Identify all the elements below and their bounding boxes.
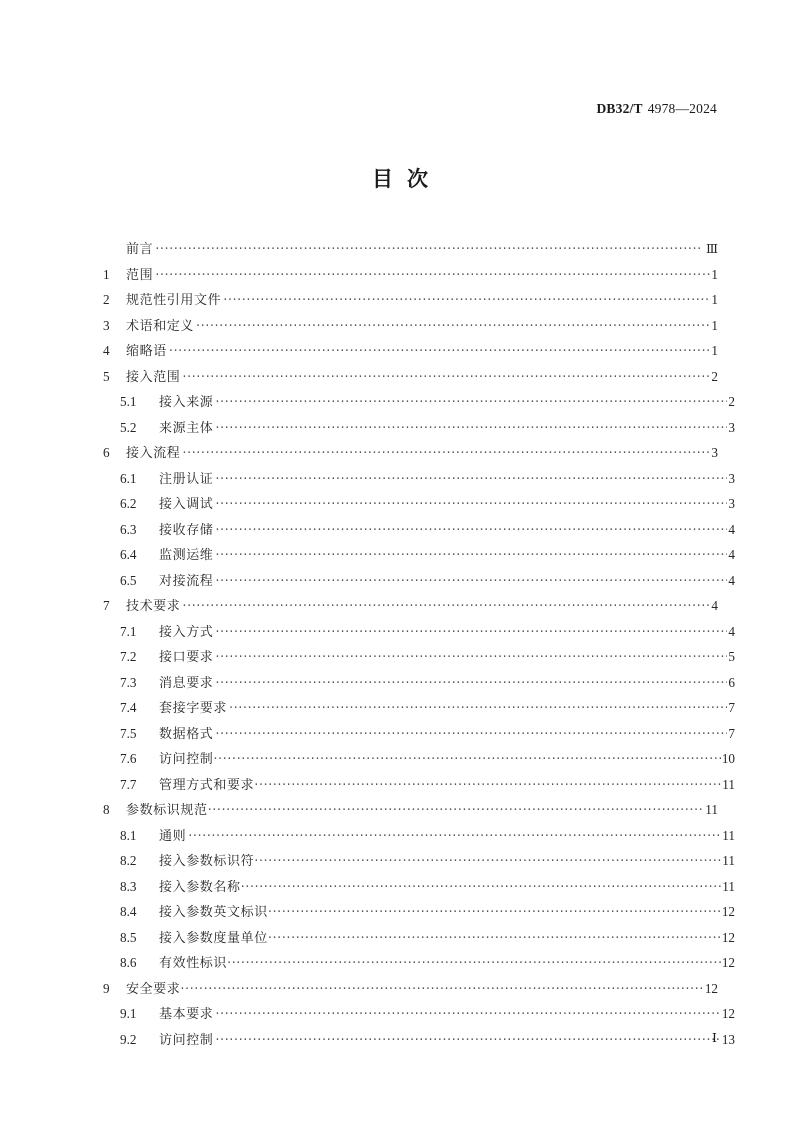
toc-entry-number: 7.1: [120, 623, 137, 639]
toc-dot-leader: [182, 447, 710, 460]
toc-dot-leader: [215, 575, 727, 588]
toc-dot-leader: [182, 600, 710, 613]
toc-entry[interactable]: [103, 901, 735, 927]
toc-entry-label: 来源主体: [159, 420, 214, 436]
toc-dot-leader: [215, 1008, 720, 1021]
toc-entry-number: 7.2: [120, 649, 137, 664]
toc-entry[interactable]: [103, 570, 735, 596]
toc-entry[interactable]: [103, 1003, 735, 1029]
toc-entry[interactable]: [103, 264, 718, 290]
toc-entry-number: 9.2: [120, 1031, 137, 1047]
toc-entry-label: 术语和定义: [126, 318, 195, 334]
toc-entry-label: 消息要求: [159, 675, 214, 691]
toc-entry-number: 8.6: [120, 955, 137, 970]
toc-entry[interactable]: [103, 442, 718, 468]
toc-entry-label: 基本要求: [159, 1007, 214, 1022]
toc-entry[interactable]: [103, 748, 735, 774]
toc-dot-leader: [215, 651, 727, 664]
toc-dot-leader: [196, 320, 710, 333]
toc-entry-page-number: 3: [711, 445, 718, 460]
toc-entry-page-number: 11: [722, 827, 735, 843]
toc-entry-page-number: 4: [728, 572, 735, 588]
toc-entry-page-number: 7: [728, 700, 735, 715]
toc-entry-label: 规范性引用文件: [126, 293, 222, 308]
toc-entry-label: 安全要求: [126, 981, 181, 997]
toc-entry-page-number: 3: [728, 496, 735, 511]
toc-entry[interactable]: [103, 876, 735, 902]
toc-dot-leader: [241, 881, 722, 894]
toc-entry[interactable]: [103, 621, 735, 647]
toc-entry[interactable]: [103, 468, 735, 494]
toc-entry-page-number: 11: [705, 802, 718, 817]
toc-entry-label: 访问控制: [159, 752, 214, 767]
toc-dot-leader: [215, 728, 727, 741]
toc-entry-page-number: 4: [711, 598, 718, 613]
toc-entry-page-number: 12: [721, 929, 735, 945]
table-of-contents: [103, 238, 735, 1054]
toc-entry-label: 接入参数英文标识: [159, 905, 268, 920]
toc-entry-number: 6.4: [120, 547, 137, 562]
running-header: [83, 101, 717, 117]
toc-entry-number: 6: [103, 445, 110, 460]
toc-entry-label: 管理方式和要求: [159, 777, 255, 793]
toc-dot-leader: [215, 396, 727, 409]
toc-entry[interactable]: [103, 646, 735, 672]
toc-dot-leader: [215, 422, 727, 435]
toc-entry-number: 8.5: [120, 929, 137, 945]
toc-entry-number: 5.1: [120, 394, 137, 409]
toc-dot-leader: [268, 906, 721, 919]
toc-entry-label: 访问控制: [159, 1032, 214, 1048]
toc-entry-page-number: 1: [711, 343, 718, 358]
toc-entry[interactable]: [103, 799, 718, 825]
toc-dot-leader: [169, 345, 711, 358]
toc-entry[interactable]: [103, 697, 735, 723]
footer-page-number: Ⅰ: [712, 1031, 717, 1045]
toc-entry-label: 接入方式: [159, 624, 214, 640]
toc-entry-label: 接入参数标识符: [159, 854, 255, 869]
toc-entry[interactable]: [103, 978, 718, 1004]
toc-entry-number: 7.4: [120, 700, 137, 715]
toc-entry-label: 技术要求: [126, 599, 181, 614]
toc-entry-page-number: 6: [728, 674, 735, 690]
toc-entry-page-number: 12: [721, 1006, 735, 1021]
toc-dot-leader: [155, 243, 702, 256]
toc-entry-page-number: 11: [722, 776, 735, 792]
toc-dot-leader: [254, 855, 721, 868]
toc-entry-number: 2: [103, 292, 110, 307]
toc-dot-leader: [215, 524, 727, 537]
toc-entry-number: 6.3: [120, 521, 137, 537]
toc-entry-label: 接入参数名称: [159, 879, 241, 895]
toc-dot-leader: [215, 498, 727, 511]
toc-entry-number: 8.4: [120, 904, 137, 919]
toc-entry-page-number: 13: [721, 1031, 735, 1047]
toc-entry-number: 9.1: [120, 1006, 137, 1021]
toc-entry-page-number: 7: [728, 725, 735, 741]
toc-dot-leader: [188, 830, 721, 843]
toc-entry-page-number: 10: [721, 751, 735, 766]
toc-entry-number: 4: [103, 343, 110, 358]
toc-entry[interactable]: [103, 774, 735, 800]
toc-entry-label: 数据格式: [159, 726, 214, 742]
toc-entry-number: 8.1: [120, 827, 137, 843]
toc-dot-leader: [155, 269, 710, 282]
toc-entry-number: 3: [103, 317, 110, 333]
toc-dot-leader: [215, 549, 727, 562]
toc-entry-number: 7.7: [120, 776, 137, 792]
toc-entry-label: 接入调试: [159, 497, 214, 512]
standard-code: DB32/T: [596, 101, 643, 116]
toc-dot-leader: [215, 473, 727, 486]
toc-entry-number: 6.2: [120, 496, 137, 511]
toc-entry-label: 有效性标识: [159, 956, 228, 971]
toc-entry[interactable]: [103, 952, 735, 978]
toc-entry[interactable]: [103, 672, 735, 698]
toc-dot-leader: [229, 702, 727, 715]
toc-entry-page-number: Ⅲ: [705, 242, 718, 256]
toc-entry-page-number: 1: [711, 266, 718, 282]
toc-entry[interactable]: [103, 391, 735, 417]
toc-entry-number: 8.2: [120, 853, 137, 868]
toc-entry-page-number: 3: [728, 470, 735, 486]
toc-entry-label: 缩略语: [126, 344, 167, 359]
toc-entry-number: 7: [103, 598, 110, 613]
toc-dot-leader: [268, 932, 721, 945]
toc-entry-page-number: 12: [721, 955, 735, 970]
toc-entry-page-number: 3: [728, 419, 735, 435]
toc-dot-leader: [182, 371, 710, 384]
toc-entry[interactable]: [103, 238, 718, 264]
toc-dot-leader: [227, 957, 721, 970]
toc-entry[interactable]: [103, 723, 735, 749]
toc-entry-number: 8.3: [120, 878, 137, 894]
toc-entry-page-number: 11: [722, 853, 735, 868]
toc-entry-page-number: 4: [728, 547, 735, 562]
toc-entry-page-number: 12: [704, 980, 718, 996]
toc-entry-page-number: 4: [728, 623, 735, 639]
toc-entry-page-number: 1: [711, 317, 718, 333]
toc-entry-number: 6.5: [120, 572, 137, 588]
toc-entry-number: 1: [103, 266, 110, 282]
toc-entry-page-number: 2: [728, 394, 735, 409]
toc-entry[interactable]: [103, 595, 718, 621]
toc-dot-leader: [213, 753, 720, 766]
toc-entry-label: 监测运维: [159, 548, 214, 563]
toc-entry-number: 9: [103, 980, 110, 996]
toc-entry-label: 接入来源: [159, 395, 214, 410]
toc-entry-number: 8: [103, 802, 110, 817]
toc-entry-page-number: 4: [728, 521, 735, 537]
toc-entry-page-number: 5: [728, 649, 735, 664]
page-title: 目次: [372, 167, 442, 191]
toc-entry-page-number: 2: [711, 368, 718, 384]
toc-entry-page-number: 1: [711, 292, 718, 307]
toc-entry[interactable]: [103, 519, 735, 545]
toc-entry-label: 接口要求: [159, 650, 214, 665]
toc-dot-leader: [223, 294, 710, 307]
toc-dot-leader: [208, 804, 705, 817]
toc-entry[interactable]: [103, 417, 735, 443]
toc-dot-leader: [180, 983, 703, 996]
toc-entry-number: 6.1: [120, 470, 137, 486]
toc-entry-number: 5.2: [120, 419, 137, 435]
toc-dot-leader: [215, 626, 727, 639]
toc-entry[interactable]: [103, 289, 718, 315]
toc-entry-label: 套接字要求: [159, 701, 228, 716]
toc-entry[interactable]: [103, 850, 735, 876]
toc-entry-label: 接入流程: [126, 446, 181, 461]
toc-entry[interactable]: [103, 366, 718, 392]
toc-entry[interactable]: [103, 315, 718, 341]
toc-entry-label: 对接流程: [159, 573, 214, 589]
toc-entry-number: 5: [103, 368, 110, 384]
toc-dot-leader: [254, 779, 721, 792]
standard-number: 4978—2024: [647, 101, 717, 116]
toc-entry[interactable]: [103, 340, 718, 366]
toc-entry-label: 注册认证: [159, 471, 214, 487]
toc-entry-label: 前言: [126, 242, 154, 257]
toc-dot-leader: [215, 677, 727, 690]
toc-entry-label: 通则: [159, 828, 187, 844]
toc-entry-number: 7.6: [120, 751, 137, 766]
toc-entry-number: 7.5: [120, 725, 137, 741]
toc-entry-label: 范围: [126, 267, 154, 283]
toc-entry-label: 参数标识规范: [126, 803, 208, 818]
toc-entry-label: 接入参数度量单位: [159, 930, 268, 946]
toc-entry[interactable]: [103, 825, 735, 851]
toc-entry-label: 接收存储: [159, 522, 214, 538]
toc-entry[interactable]: [103, 544, 735, 570]
toc-entry-number: 7.3: [120, 674, 137, 690]
toc-entry-label: 接入范围: [126, 369, 181, 385]
toc-entry[interactable]: [103, 493, 735, 519]
toc-entry[interactable]: [103, 927, 735, 953]
toc-entry-page-number: 12: [721, 904, 735, 919]
toc-entry-page-number: 11: [722, 878, 735, 894]
